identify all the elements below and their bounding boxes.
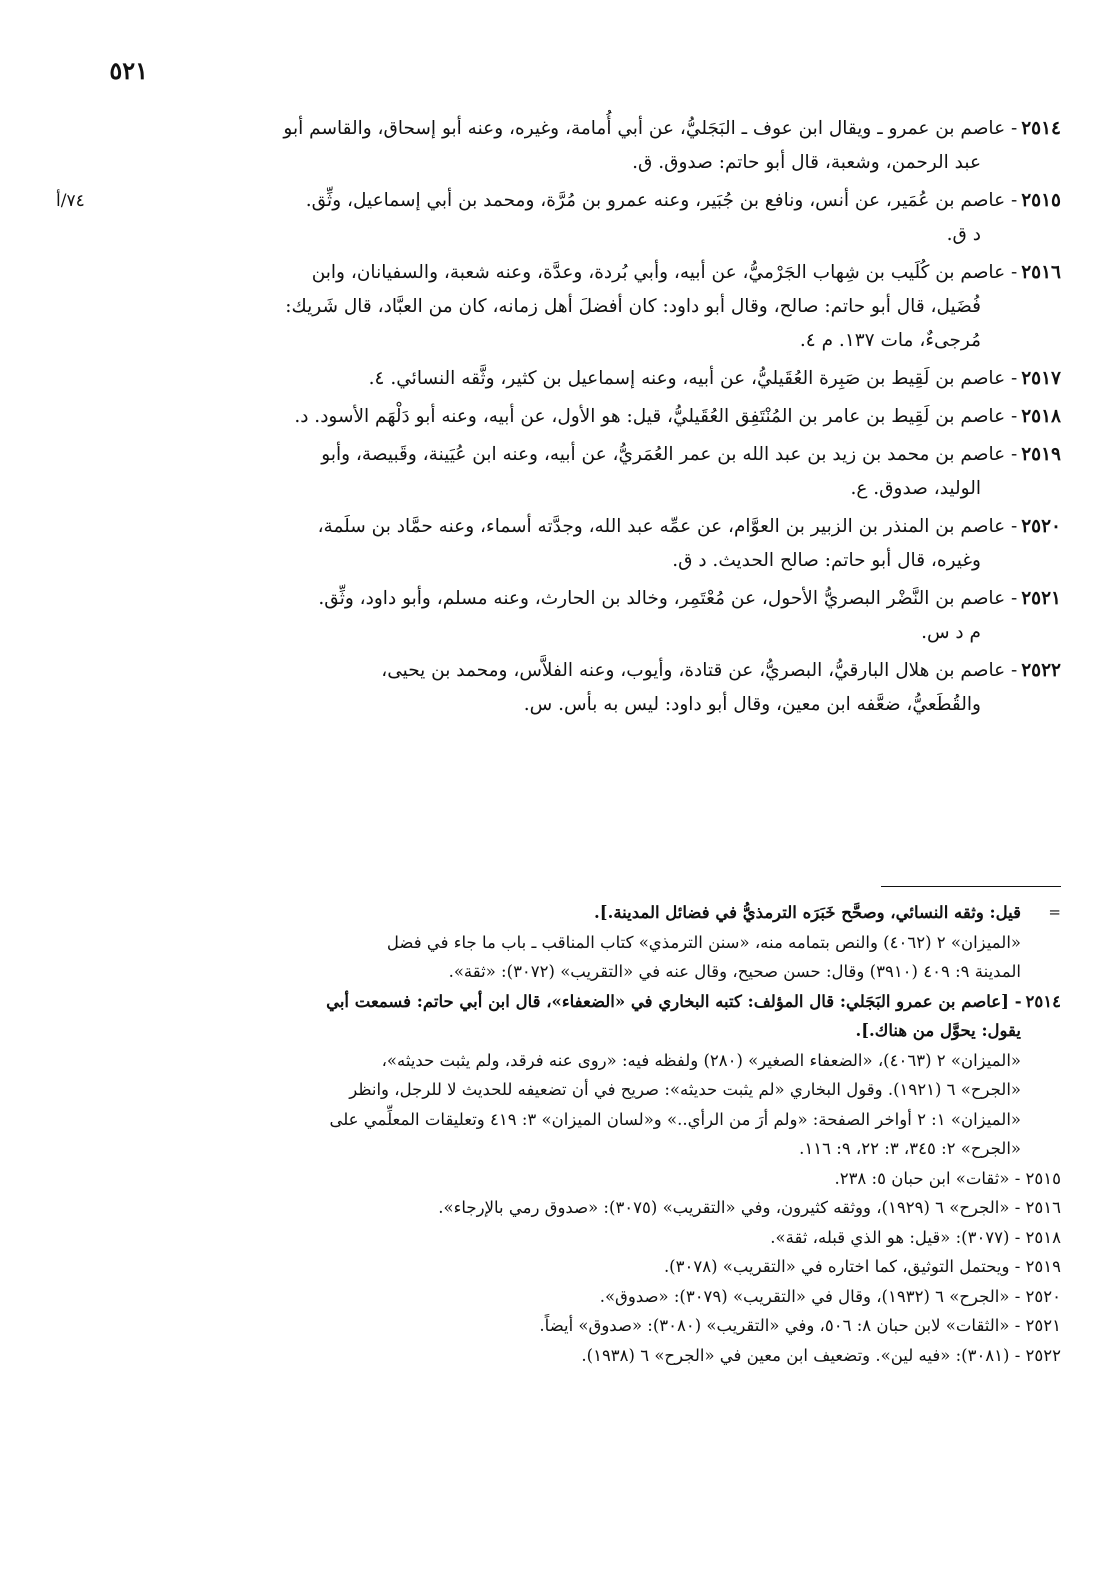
biography-entry: [96, 510, 1061, 578]
footnote-line: - [عاصم بن عمرو البَجَلي: قال المؤلف: كتبه البخاري في «الضعفاء»، قال ابن أبي حاتم: فسمعت أبي: [326, 991, 1022, 1011]
footnote-line: قيل: وثقه النسائي، وصحَّح خَبَرَه الترمذيُّ في فضائل المدينة.].: [594, 903, 1021, 922]
entry-text: - عاصم بن لَقِيط بن عامر بن المُنْتَفِق العُقَيليُّ، قيل: هو الأول، عن أبيه، وعنه أبو دَلْهَم الأسود. د.: [294, 406, 1018, 427]
footnote-2522: ٢٥٢٢ - (٣٠٨١): «فيه لين». وتضعيف ابن معين في «الجرح» ٦ (١٩٣٨).: [581, 1345, 1061, 1365]
entry-text: - عاصم بن محمد بن زيد بن عبد الله بن عمر العُمَريُّ، عن أبيه، وعنه ابن عُيَينة، وقَبيصة، وأبو: [321, 444, 1018, 465]
footnote-2520: ٢٥٢٠ - «الجرح» ٦ (١٩٣٢)، وقال في «التقريب» (٣٠٧٩): «صدوق».: [599, 1286, 1061, 1306]
footnote-line: «الجرح» ٢: ٣٤٥، ٣: ٢٢، ٩: ١١٦.: [799, 1139, 1021, 1158]
entry-text-continued: فُضَيل، قال أبو حاتم: صالح، وقال أبو داود: كان أفضلَ أهل زمانه، كان من العبَّاد، قال شَريك:: [285, 296, 981, 317]
footnote-2516: ٢٥١٦ - «الجرح» ٦ (١٩٢٩)، ووثقه كثيرون، وفي «التقريب» (٣٠٧٥): «صدوق رمي بالإرجاء».: [438, 1198, 1061, 1217]
entry-number: ٢٥١٤: [1021, 118, 1061, 139]
continuation-mark: =: [1048, 903, 1061, 921]
entry-number: ٢٥٢٠: [1021, 516, 1061, 537]
entry-number: ٢٥١٨: [1021, 406, 1061, 427]
margin-folio: ٧٤/أ: [56, 191, 85, 211]
footnote-line: يقول: يحوَّل من هناك.].: [855, 1021, 1021, 1040]
footnote-line: «الميزان» ٢ (٤٠٦٢) والنص بتمامه منه، «سنن الترمذي» كتاب المناقب ـ باب ما جاء في فضل: [386, 932, 1021, 952]
entry-text: - عاصم بن عمرو ـ ويقال ابن عوف ـ البَجَليُّ، عن أبي أُمامة، وغيره، وعنه أبو إسحاق، والقاسم أبو: [283, 118, 1018, 139]
entry-text-continued: د ق.: [946, 224, 981, 245]
entry-number: ٢٥١٧: [1021, 368, 1061, 389]
entry-text: - عاصم بن النَّضْر البصريُّ الأحول، عن مُعْتَمِر، وخالد بن الحارث، وعنه مسلم، وأبو داود، وثِّق.: [318, 588, 1018, 609]
footnote-line: «الجرح» ٦ (١٩٢١). وقول البخاري «لم يثبت حديثه»: صريح في أن تضعيفه للحديث لا للرجل، وانظر: [349, 1080, 1021, 1099]
entry-number: ٢٥١٦: [1021, 262, 1061, 283]
footnote-2519: ٢٥١٩ - ويحتمل التوثيق، كما اختاره في «التقريب» (٣٠٧٨).: [663, 1257, 1061, 1276]
entry-number: ٢٥٢٢: [1021, 660, 1061, 681]
entry-text-continued: مُرجىءٌ، مات ١٣٧. م ٤.: [799, 330, 981, 351]
page-number: ٥٢١: [109, 56, 148, 85]
biography-entry: [96, 362, 1061, 396]
footnote-line: المدينة ٩: ٤٠٩ (٣٩١٠) وقال: حسن صحيح، وقال عنه في «التقريب» (٣٠٧٢): «ثقة».: [448, 962, 1021, 981]
entry-number: ٢٥١٩: [1021, 444, 1061, 465]
entry-text-continued: الوليد، صدوق. ع.: [850, 478, 981, 499]
entry-number: ٢٥٢١: [1021, 588, 1061, 609]
footnote-2521: ٢٥٢١ - «الثقات» لابن حبان ٨: ٥٠٦، وفي «التقريب» (٣٠٨٠): «صدوق» أيضاً.: [539, 1316, 1061, 1335]
entry-text: - عاصم بن المنذر بن الزبير بن العوَّام، عن عمِّه عبد الله، وجدَّته أسماء، وعنه حمَّاد بن سلَمة،: [317, 516, 1018, 537]
entry-text: - عاصم بن عُمَير، عن أنس، ونافع بن جُبَير، وعنه عمرو بن مُرَّة، ومحمد بن أبي إسماعيل، وثِّق.: [305, 190, 1018, 211]
footnote-line: «الميزان» ٢ (٤٠٦٣)، «الضعفاء الصغير» (٢٨٠) ولفظه فيه: «روى عنه فرقد، ولم يثبت حديثه»،: [381, 1050, 1021, 1070]
entry-text-continued: عبد الرحمن، وشعبة، قال أبو حاتم: صدوق. ق.: [632, 152, 981, 173]
footnote-2518: ٢٥١٨ - (٣٠٧٧): «قيل: هو الذي قبله، ثقة».: [770, 1227, 1061, 1247]
footnote-divider: [881, 886, 1061, 887]
entry-text-continued: وغيره، قال أبو حاتم: صالح الحديث. د ق.: [672, 550, 981, 571]
footnote-2514: [61, 987, 1061, 1017]
entry-text-continued: والقُطَعيُّ، ضعَّفه ابن معين، وقال أبو داود: ليس به بأس. س.: [523, 694, 981, 715]
biography-entry: [96, 654, 1061, 722]
footnote-2515: ٢٥١٥ - «ثقات» ابن حبان ٥: ٢٣٨.: [834, 1168, 1061, 1188]
biography-entry: [96, 256, 1061, 358]
entries-list: [56, 112, 1061, 726]
entry-text-continued: م د س.: [921, 622, 981, 643]
biography-entry: [96, 112, 1061, 180]
entry-text: - عاصم بن كُلَيب بن شِهاب الجَرْميُّ، عن أبيه، وأبي بُردة، وعدَّة، وعنه شعبة، والسفيانان، وابن: [311, 262, 1018, 283]
footnote-continuation: [61, 898, 1061, 928]
footnotes: [61, 898, 1061, 1370]
footnote-line: «الميزان» ١: ٢ أواخر الصفحة: «ولم أرَ من الرأي..» و«لسان الميزان» ٣: ٤١٩ وتعليقات المعلِّمي على: [329, 1109, 1021, 1129]
biography-entry: [96, 582, 1061, 650]
entry-number: ٢٥١٥: [1021, 190, 1061, 211]
biography-entry: [56, 184, 1061, 252]
entry-text: - عاصم بن هلال البارقيُّ، البصريُّ، عن قتادة، وأيوب، وعنه الفلاَّس، ومحمد بن يحيى،: [381, 660, 1018, 681]
footnote-number: ٢٥١٤: [1025, 991, 1061, 1011]
biography-entry: [96, 438, 1061, 506]
biography-entry: [96, 400, 1061, 434]
entry-text: - عاصم بن لَقِيط بن صَبِرة العُقَيليُّ، عن أبيه، وعنه إسماعيل بن كثير، وثَّقه النسائي. ٤.: [368, 368, 1018, 389]
